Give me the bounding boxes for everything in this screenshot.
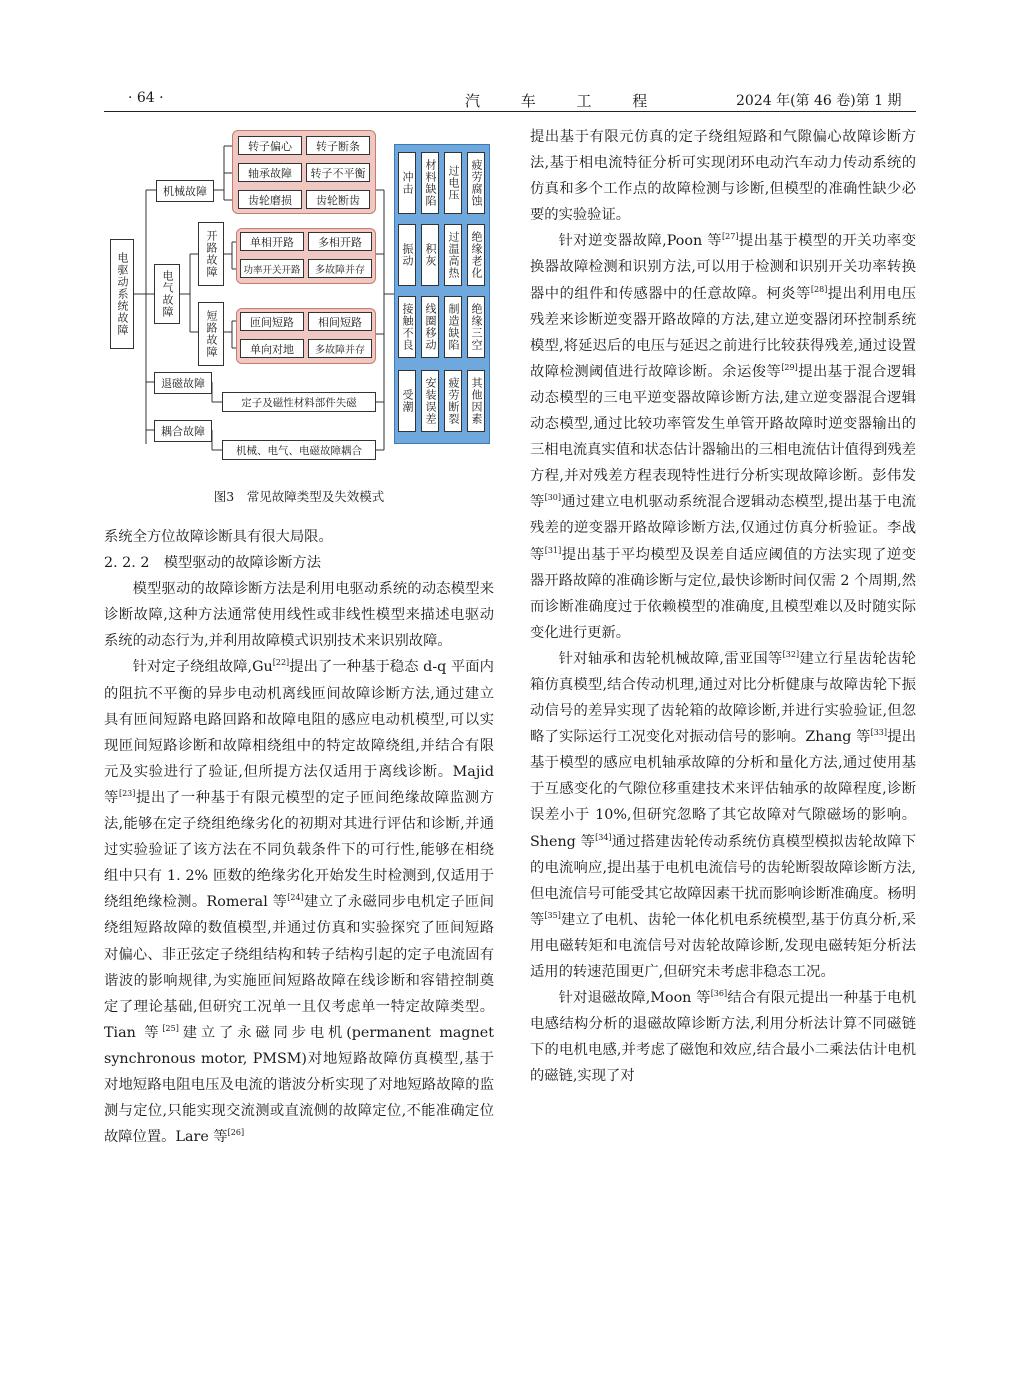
citation: [34] [595, 832, 612, 842]
failure-mode: 安装误差 [421, 370, 439, 432]
failure-mode: 受潮 [398, 370, 416, 432]
left-column [104, 524, 494, 1150]
failure-mode: 接触不良 [398, 296, 416, 358]
text-run: 提出基于模型的感应电机轴承故障的分析和量化方法,通过使用基于互感变化的气隙位移重建技术来评估轴承的故障程度,诊断误差小于 10%,但研究忽略了其它故障对气隙磁场的影响。Sheng 等 [530, 729, 916, 850]
failure-mode: 疲劳腐蚀 [467, 152, 485, 214]
section-heading: 2. 2. 2 模型驱动的故障诊断方法 [104, 555, 322, 572]
paragraph [104, 654, 494, 1150]
citation: [24] [287, 893, 304, 903]
failure-mode: 过温高热 [444, 224, 462, 286]
text-run: 建立了永磁同步电机定子匝间绕组短路故障的数值模型,并通过仿真和实验探究了匝间短路对偏心、非正弦定子绕组结构和转子结构引起的定子电流固有谐波的影响规律,为实施匝间短路故障在线诊断和容错控制奠定了理论基础,但研究工况单一且仅考虑单一特定故障类型。Tian 等 [104, 894, 494, 1041]
short-item: 多故障并存 [308, 339, 372, 358]
failure-mode: 过电压 [444, 152, 462, 214]
failure-mode: 其他因素 [467, 370, 485, 432]
paragraph [530, 228, 916, 646]
mech-item: 轴承故障 [238, 163, 302, 182]
open-item: 单相开路 [240, 232, 304, 251]
demag-fault-box: 退磁故障 [154, 372, 212, 394]
text-run: 建立行星齿轮齿轮箱仿真模型,结合传动机理,通过对比分析健康与故障齿轮下振动信号的差异实现了齿轮箱的故障诊断,并进行实验验证,但忽略了实际运行工况变化对振动信号的影响。Zhang 等 [530, 650, 917, 746]
citation: [26] [227, 1128, 245, 1138]
failure-mode: 冲击 [398, 152, 416, 214]
figure-fault-types [104, 124, 494, 464]
open-fault-box: 开路故障 [198, 222, 224, 286]
failure-mode: 疲劳断裂 [444, 370, 462, 432]
elec-fault-box: 电气故障 [154, 264, 180, 324]
text-run: 提出了一种基于有限元模型的定子匝间绝缘故障监测方法,能够在定子绕组绝缘劣化的初期对其进行评估和诊断,并通过实验验证了该方法在不同负载条件下的可行性,能够在相绕组中只有 1. 2% 匝数的绝缘劣化开始发生时检测到,仅适用于绕组绝缘检测。Romeral 等 [104, 789, 495, 911]
text-run: 针对逆变器故障,Poon 等 [558, 233, 723, 250]
failure-mode: 振动 [398, 224, 416, 286]
text-run: 建立了永磁同步电机(permanent magnet synchronous motor, PMSM)对地短路故障仿真模型,基于对地短路电阻电压及电流的谐波分析实现了对地短路故障的监测与定位,只能实现交流测或直流侧的故障定位,不能准确定位故障位置。Lare 等 [104, 1024, 494, 1146]
citation: [32] [782, 649, 800, 659]
citation: [29] [781, 362, 798, 372]
text-run: 针对轴承和齿轮机械故障,雷亚国等 [558, 650, 783, 667]
citation: [28] [810, 284, 828, 294]
open-item: 功率开关开路 [240, 259, 304, 278]
paragraph [530, 646, 916, 985]
short-fault-box: 短路故障 [198, 302, 224, 366]
citation: [36] [710, 989, 728, 999]
header-rule [104, 111, 916, 112]
text-run: 提出利用电压残差来诊断逆变器开路故障的方法,建立逆变器闭环控制系统模型,将延迟后的电压与延迟之前进行比较获得残差,通过设置故障检测阈值进行故障诊断。余运俊等 [530, 285, 917, 380]
coupled-item: 机械、电气、电磁故障耦合 [222, 440, 376, 460]
figure-caption-number: 图3 [213, 489, 235, 504]
right-column [530, 124, 916, 1089]
text-run: 针对退磁故障,Moon 等 [558, 990, 711, 1007]
root-box: 电驱动系统故障 [110, 239, 134, 349]
short-item: 单向对地 [240, 339, 304, 358]
paragraph [530, 985, 916, 1089]
figure-caption [104, 487, 494, 505]
mech-item: 转子不平衡 [306, 163, 370, 182]
failure-mode: 绝缘三空 [467, 296, 485, 358]
text-run: 提出基于平均模型及误差自适应阈值的方法实现了逆变器开路故障的准确诊断与定位,最快诊断时间仅需 2 个周期,然而诊断准确度过于依赖模型的准确度,且模型难以及时随实际变化进行更新。 [530, 546, 917, 641]
open-item: 多故障并存 [308, 259, 372, 278]
citation: [27] [722, 232, 739, 242]
mech-item: 转子断条 [306, 136, 370, 155]
text-run: 结合有限元提出一种基于电机电感结构分析的退磁故障诊断方法,利用分析法计算不同磁链下的电机电感,并考虑了磁饱和效应,结合最小二乘法估计电机的磁链,实现了对 [530, 990, 916, 1085]
issue-info: 2024 年(第 46 卷)第 1 期 [736, 93, 902, 109]
failure-mode: 制造缺陷 [444, 296, 462, 358]
failure-mode: 线圈移动 [421, 296, 439, 358]
text-run: 提出了一种基于稳态 d-q 平面内的阻抗不平衡的异步电动机离线匝间故障诊断方法,通过建立具有匝间短路电路回路和故障电阻的感应电动机模型,可以实现匝间短路诊断和故障相绕组中的特定故障绕组,并结合有限元及实验进行了验证,但所提方法仅适用于离线诊断。Majid 等 [104, 659, 494, 806]
failure-mode: 绝缘老化 [467, 224, 485, 286]
text-run: 提出基于混合逻辑动态模型的三电平逆变器故障诊断方法,建立逆变器混合逻辑动态模型,通过比较功率管发生单管开路故障时逆变器输出的三相电流真实值和状态估计器输出的三相电流估计值得到残差方程,并对残差方程表现特性进行分析实现故障诊断。彭伟发等 [530, 363, 917, 511]
journal-title: 汽 车 工 程 [465, 92, 666, 110]
mech-item: 齿轮断齿 [306, 190, 370, 209]
paragraph: 提出基于有限元仿真的定子绕组短路和气隙偏心故障诊断方法,基于相电流特征分析可实现闭环电动汽车动力传动系统的仿真和多个工作点的故障检测与诊断,但模型的准确性缺少必要的实验验证。 [530, 129, 916, 224]
text-run: 提出基于模型的开关功率变换器故障检测和识别方法,可以用于检测和识别开关功率转换器中的组件和传感器中的任意故障。柯炎等 [530, 233, 916, 302]
text-run: 通过搭建齿轮传动系统仿真模型模拟齿轮故障下的电流响应,提出基于电机电流信号的齿轮断裂故障诊断方法,但电流信号可能受其它故障因素干扰而影响诊断准确度。杨明等 [530, 833, 917, 928]
text-run: 建立了电机、齿轮一体化机电系统模型,基于仿真分析,采用电磁转矩和电流信号对齿轮故障诊断,发现电磁转矩分析法适用的转速范围更广,但研究未考虑非稳态工况。 [530, 911, 917, 980]
citation: [22] [272, 658, 290, 668]
citation: [23] [118, 788, 136, 798]
page-number: · 64 · [128, 90, 164, 106]
citation: [35] [544, 910, 561, 920]
failure-mode: 材料缺陷 [421, 152, 439, 214]
open-item: 多相开路 [308, 232, 372, 251]
mech-item: 齿轮磨损 [238, 190, 302, 209]
failure-mode: 积灰 [421, 224, 439, 286]
text-run: 通过建立电机驱动系统混合逻辑动态模型,提出基于电流残差的逆变器开路故障诊断方法,仅通过仿真分析验证。李战等 [530, 494, 916, 563]
text-run: 针对定子绕组故障,Gu [132, 659, 273, 676]
figure-caption-text: 常见故障类型及失效模式 [246, 489, 385, 504]
short-item: 匝间短路 [240, 312, 304, 331]
paragraph: 模型驱动的故障诊断方法是利用电驱动系统的动态模型来诊断故障,这种方法通常使用线性或非线性模型来描述电驱动系统的动态行为,并利用故障模式识别技术来识别故障。 [104, 581, 494, 650]
citation: [31] [544, 545, 562, 555]
citation: [33] [870, 728, 888, 738]
coupled-fault-box: 耦合故障 [154, 420, 212, 442]
citation: [30] [544, 493, 562, 503]
citation: [25] [162, 1023, 179, 1033]
paragraph: 系统全方位故障诊断具有很大局限。 [104, 529, 333, 545]
mech-item: 转子偏心 [238, 136, 302, 155]
demag-item: 定子及磁性材料部件失磁 [222, 392, 376, 412]
mech-fault-box: 机械故障 [156, 180, 214, 202]
short-item: 相间短路 [308, 312, 372, 331]
